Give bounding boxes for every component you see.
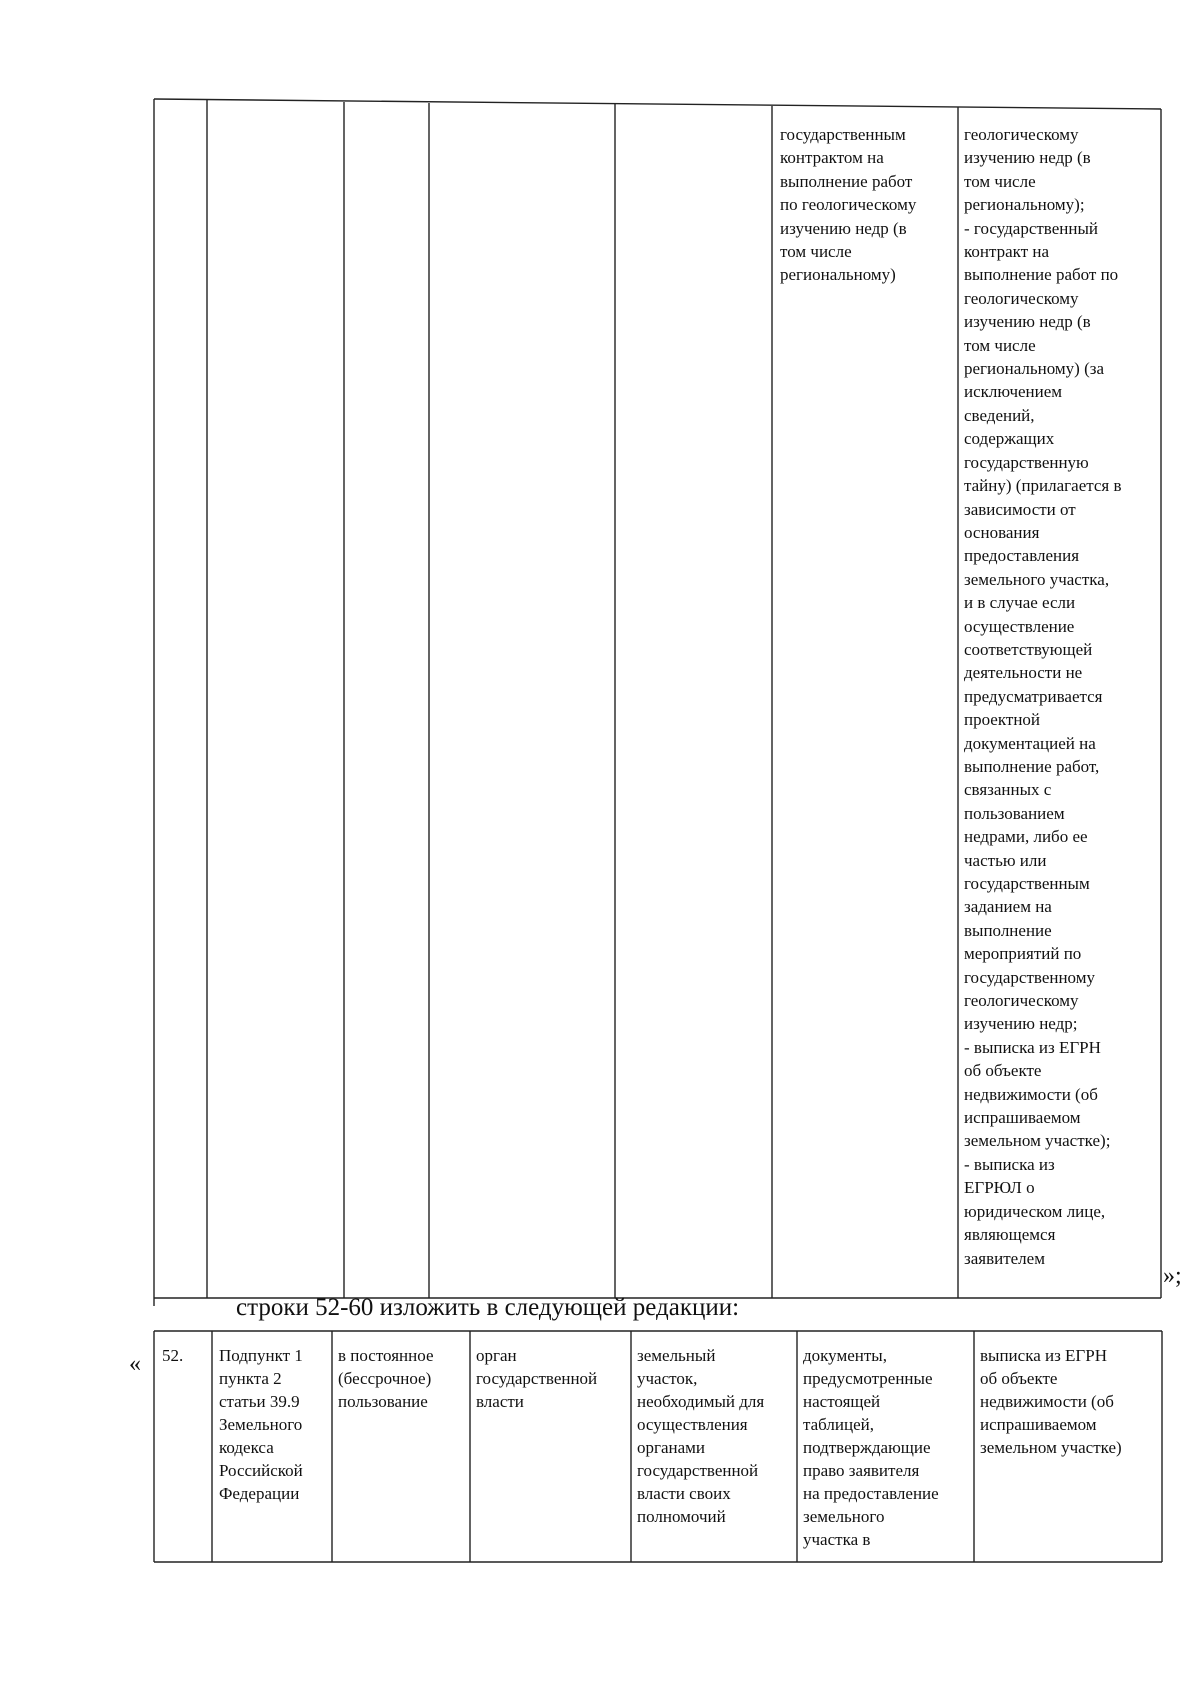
top-table-top-border: [154, 99, 1161, 109]
closing-quote-mark: »;: [1163, 1263, 1182, 1289]
row52-legal-basis: Подпункт 1 пункта 2 статьи 39.9 Земельного кодекса Российской Федерации: [219, 1346, 303, 1503]
row52-applicant: орган государственной власти: [476, 1346, 598, 1411]
top-table-cell-col6: государственным контрактом на выполнение работ по геологическому изучению недр (в том числе региональному): [780, 125, 917, 285]
opening-quote-mark: «: [129, 1351, 141, 1377]
row52-land-plot: земельный участок, необходимый для осуществления органами государственной власти своих полномочий: [637, 1346, 765, 1526]
instruction-text: строки 52-60 изложить в следующей редакции:: [236, 1294, 740, 1321]
row52-right-type: в постоянное (бессрочное) пользование: [338, 1346, 434, 1411]
top-table-cell-col7: геологическому изучению недр (в том числе региональному); - государственный контракт на выполнение работ по геологическому изучению недр (в том числе региональному) (за исключением сведений, содержащих государственную тайну) (прилагается в зависимости от основания предоставления земельного участка, и в случае если осуществление соответствующей деятельности не предусматривается проектной документацией на выполнение работ, связанных с пользованием недрами, либо ее частью или государственным заданием на выполнение мероприятий по государственному геологическому изучению недр; - выписка из ЕГРН об объекте недвижимости (об испрашиваемом земельном участке); - выписка из ЕГРЮЛ о юридическом лице, являющемся заявителем: [964, 125, 1122, 1268]
row52-applicant-documents: документы, предусмотренные настоящей таблицей, подтверждающие право заявителя на предоставление земельного участка в: [803, 1346, 939, 1549]
row52-number: 52.: [162, 1346, 184, 1365]
row52-requested-documents: выписка из ЕГРН об объекте недвижимости (об испрашиваемом земельном участке): [980, 1346, 1122, 1457]
